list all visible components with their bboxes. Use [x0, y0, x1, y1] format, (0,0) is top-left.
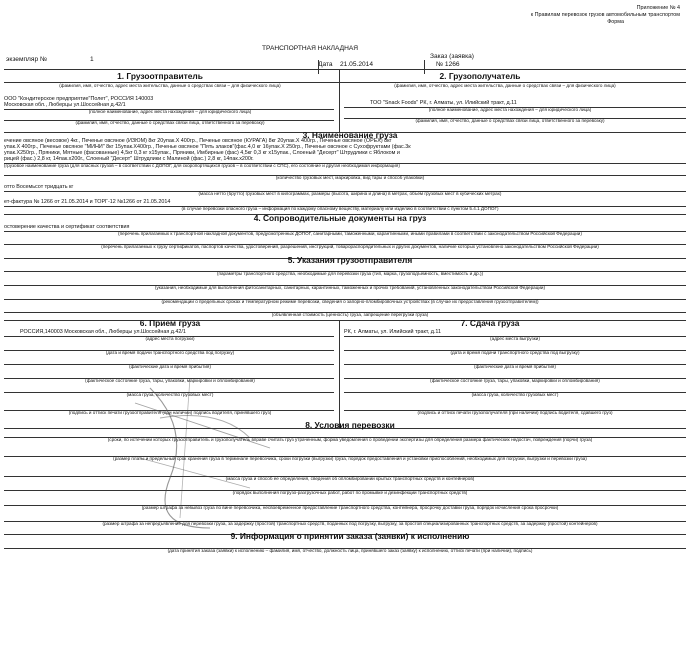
stamp-mark — [130, 368, 290, 538]
s5-caption-1: (параметры транспортного средства, необходимые для перевозки груза (тип, марка, грузоподъемность, вместимость и др.)) — [216, 271, 484, 276]
s3-caption-3: (масса нетто (брутто) грузовых мест в килограммах, размеры (высота, ширина и длина) в метрах, объем грузовых мест в кубических метрах) — [198, 191, 502, 196]
s1-caption-3: (фамилия, имя, отчество, данные о средствах связи лица, ответственного за перевозку) — [75, 120, 265, 125]
s1-heading: 1. Грузоотправитель — [117, 71, 203, 81]
s7-caption-4: (фактическое состояние груза, тары, упаковки, маркировки и опломбирования) — [430, 378, 600, 383]
s4-heading: 4. Сопроводительные документы на груз — [253, 213, 427, 223]
s7-caption-6: (подпись и оттиск печати грузополучателя (при наличии) подпись водителя, сдавшего груз) — [417, 410, 613, 415]
s2-consignee-name: ТОО "Snack Foods" РК, г. Алматы, ул. Илийский тракт, д.11 — [370, 100, 517, 106]
s8-caption-1: (сроки, по истечении которых грузоотправитель и грузополучатель вправе считать груз утраченным, форма уведомления о проведении экспертизы для определения размера фактических недостач, повреждения (порчи) груза) — [107, 437, 593, 442]
s1-caption-2: (полное наименование, адрес места нахождения – для юридического лица) — [88, 109, 252, 114]
s7-address: РК, г. Алматы, ул. Илийский тракт, д.11 — [344, 329, 442, 335]
s9-caption-1: (дата принятия заказа (заявки) к исполнению – фамилия, имя, отчество, должность лица, принявшего заказ (заявку) к исполнению, оттиск печати (при наличии), подпись) — [167, 548, 533, 553]
appendix-line-3: Форма — [607, 19, 624, 25]
s8-heading: 8. Условия перевозки — [305, 420, 395, 430]
s1-shipper-name: ООО "Кондитерское предприятие"Полет", РОССИЯ 140003 — [4, 96, 154, 102]
s2-caption-2: (полное наименование, адрес места нахождения – для юридического лица) — [428, 107, 592, 112]
s3-caption-1: (грузовое наименование груза (для опасных грузов – в соответствии с ДОПОГ, для скоропортящихся грузов – в соответствии с СПС), его состояние и другая необходимая информация) — [4, 163, 400, 168]
appendix-line-2: к Правилам перевозок грузов автомобильным транспортом — [530, 12, 680, 18]
s2-caption-1: (фамилия, имя, отчество, адрес места жительства, данные о средствах связи – для физического лица) — [394, 83, 616, 88]
s3-cargo-line-4: рицей (фас.) 2,8 кг, 14пак.х200г., Слоеный "Десерт" Штрудлики с Малиной (фас.) 2,8 кг, 14пак.х200г. — [4, 156, 254, 162]
s5-heading: 5. Указания грузоотправителя — [287, 255, 413, 265]
s8-caption-6: (размер штрафа за непредъявление для перевозки груза, за задержку (простой) транспортных средств, поданных под погрузку, выгрузку, за простой специализированных транспортных средств, за задержку (простой) контейнеров) — [102, 521, 598, 526]
s7-caption-5: (масса груза, количество грузовых мест) — [471, 392, 559, 397]
s6-caption-2: (дата и время подачи транспортного средства под погрузку) — [105, 350, 235, 355]
title-divider-1 — [318, 60, 319, 74]
s3-caption-4: (в случае перевозки опасного груза – информация по каждому опасному веществу, материалу или изделию в соответствии с пунктом 5.4.1 ДОПОГ) — [181, 206, 499, 211]
order-label: Заказ (заявка) — [430, 53, 474, 60]
s6-address: РОССИЯ,140003 Московская обл., Люберцы ул.Шоссейная д.42/1 — [20, 329, 186, 335]
s8-caption-5: (размер штрафа за невывоз груза по вине перевозчика, несвоевременное предоставление транспортного средства, контейнера, просрочку доставки груза, порядок исчисления срока просрочки) — [141, 505, 559, 510]
appendix-line-1: Приложение № 4 — [636, 5, 680, 11]
s1-caption-1: (фамилия, имя, отчество, адрес места жительства, данные о средствах связи – для физического лица) — [59, 83, 281, 88]
s2-caption-3: (фамилия, имя, отчество, данные о средствах связи лица, ответственного за перевозку) — [415, 118, 605, 123]
s6-heading: 6. Прием груза — [139, 318, 201, 328]
s3-caption-2: (количество грузовых мест, маркировка, вид тары и способ упаковки) — [275, 175, 425, 180]
s5-caption-3: (рекомендации о предельных сроках и температурном режиме перевозки, сведения о запорно-пломбировочных устройствах (в случае их предоставления грузоотправителем)) — [161, 299, 539, 304]
s6-caption-5: (масса груза, количество грузовых мест) — [126, 392, 214, 397]
s2-heading: 2. Грузополучатель — [439, 71, 521, 81]
s6-caption-6: (подпись и оттиск печати грузоотправителя (при наличии) подпись водителя, принявшего груз) — [68, 410, 272, 415]
s8-caption-4: (порядок выполнения погрузо-разгрузочных работ, работ по промывке и дезинфекции транспортных средств) — [232, 490, 468, 495]
s6-caption-3: (фактические дата и время прибытия) — [129, 364, 211, 369]
s7-caption-3: (фактические дата и время прибытия) — [474, 364, 556, 369]
s1-s2-divider — [339, 70, 340, 132]
s3-cargo-line-3: упак.Х250гр., Пряники, Мятные (фасованные) 4,5кг 0,3 кг х15упак., Пряники, Имбирные (фас) 4,5кг 0,3 кг х15упак., Слоеный "Десерт" Штрудлики с Яблоком и — [4, 150, 400, 156]
s9-heading: 9. Информация о принятии заказа (заявки) к исполнению — [230, 531, 470, 541]
s8-caption-3: (масса груза и способ ее определения, сведения об опломбировании крытых транспортных средств и контейнеров) — [225, 476, 475, 481]
s3-cargo-line-1: ечение овсяное (весовое) 4кг., Печенье овсяное (ИЗЮМ) 8кг 20упак.Х 400гр., Печенье овсяное (КУРАГА) 8кг 20упак.Х 400гр., Печенье овсяное (ОРЕХ) 8кг — [4, 138, 392, 144]
date-value: 21.05.2014 — [340, 61, 374, 68]
s4-documents: остоверение качества и сертификат соответствия — [4, 224, 130, 230]
s3-heading: 3. Наименование груза — [302, 130, 398, 140]
copy-number: 1 — [90, 56, 94, 63]
s5-caption-2: (указания, необходимые для выполнения фитосанитарных, санитарных, карантинных, таможенных и прочих требований, установленных законодательством Российской Федерации) — [154, 285, 545, 290]
order-number: № 1266 — [436, 61, 460, 68]
s4-caption-1: (перечень прилагаемых к транспортной накладной документов, предусмотренных ДОПОГ, санитарными, таможенными, карантинными, иными правилами в соответствии с законодательством Российской Федерации) — [118, 231, 582, 236]
s5-caption-4: (объявленная стоимость (ценность) груза, запрещение перегрузки груза) — [271, 312, 429, 317]
s8-caption-2: (размер платы и предельный срок хранения груза в терминале перевозчика, сроки погрузки (выгрузки) груза, порядок предоставления и установки приспособлений, необходимых для погрузки, выгрузки и перевозки груза) — [113, 456, 587, 461]
s7-heading: 7. Сдача груза — [460, 318, 520, 328]
s6-caption-4: (фактическое состояние груза, тары, упаковки, маркировки и опломбирования) — [85, 378, 255, 383]
s1-shipper-address: Московская обл., Люберцы ул.Шоссейная д.42/1 — [4, 102, 126, 108]
s4-caption-2: (перечень прилагаемых к грузу сертификатов, паспортов качества, удостоверений, разрешений, инструкций, товарораспорядительных и других документов, наличие которых установлено законодательством Российской Федерации) — [101, 244, 599, 249]
s7-caption-1: (адрес места выгрузки) — [490, 336, 540, 341]
s6-s7-divider — [339, 320, 340, 428]
date-label: Дата — [318, 61, 333, 68]
s6-caption-1: (адрес места погрузки) — [145, 336, 195, 341]
title-underline — [4, 69, 686, 70]
s3-cargo-line-2: упак.Х 400гр., Печенье овсяное "МИНИ" 8кг 15упак.Х400гр., Печенье овсяное "Пять злаков"(фас.4,0 кг 16упак.Х 250гр., Печенье овсяное с Сухофруктами (фас.3к — [4, 144, 411, 150]
s3-invoice: ет-фактура № 1266 от 21.05.2014 и ТОРГ-12 №1266 от 21.05.2014 — [4, 199, 171, 205]
copy-label: экземпляр № — [6, 56, 48, 63]
s3-weight: отто Восемьсот тридцать кг — [4, 184, 74, 190]
s7-caption-2: (дата и время подачи транспортного средства под выгрузку) — [450, 350, 580, 355]
doc-title: ТРАНСПОРТНАЯ НАКЛАДНАЯ — [262, 45, 358, 52]
